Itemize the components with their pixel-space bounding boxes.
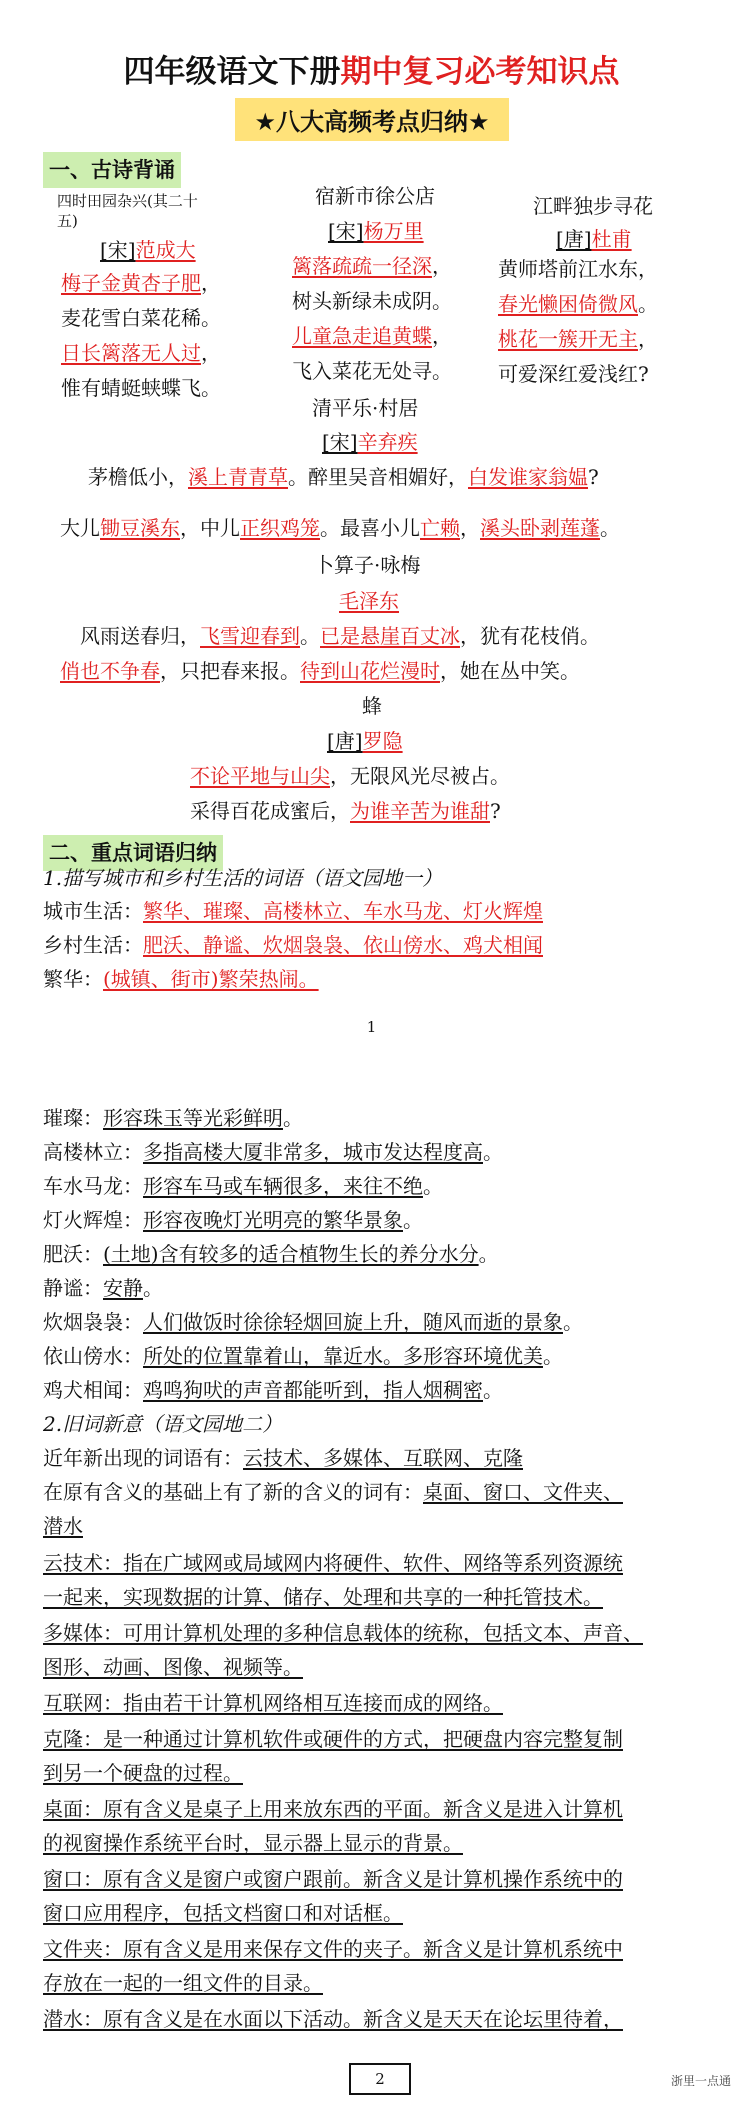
poem1-title: 四时田园杂兴(其二十 <box>57 192 198 210</box>
poem1-line4: 惟有蜻蜓蛱蝶飞。 <box>61 376 221 400</box>
poem2-line4: 飞入菜花无处寻。 <box>292 359 452 383</box>
page-number-1: 1 <box>366 1018 377 1036</box>
new-meaning-line-cont: 潜水 <box>43 1514 83 1538</box>
poem1-author: 范成大 <box>135 238 196 262</box>
subheading-1: 1.描写城市和乡村生活的词语（语文园地一） <box>43 866 443 890</box>
page-number-2: 2 <box>349 2063 411 2095</box>
poem1-title-cont: 五) <box>57 212 78 230</box>
def-jiquanxiangwen: 鸡犬相闻：鸡鸣狗吠的声音都能听到，指人烟稠密。 <box>43 1378 503 1402</box>
def-yishanbangshui: 依山傍水：所处的位置靠着山，靠近水。多形容环境优美。 <box>43 1344 563 1368</box>
media-def-line1: 多媒体：可用计算机处理的多种信息载体的统称，包括文本、声音、 <box>43 1621 643 1645</box>
new-words-line: 近年新出现的词语有：云技术、多媒体、互联网、克隆 <box>43 1446 523 1470</box>
clone-def-line1: 克隆：是一种通过计算机软件或硬件的方式，把硬盘内容完整复制 <box>43 1727 623 1751</box>
cloud-def-line2: 一起来，实现数据的计算、储存、处理和共享的一种托管技术。 <box>43 1585 603 1609</box>
internet-def: 互联网：指由若干计算机网络相互连接而成的网络。 <box>43 1691 503 1715</box>
poem2-title: 宿新市徐公店 <box>315 184 435 208</box>
cloud-def-line1: 云技术：指在广域网或局域网内将硬件、软件、网络等系列资源统 <box>43 1551 623 1575</box>
poem1-dynasty: [宋] <box>100 238 136 262</box>
title-part2: 期中复习必考知识点 <box>340 54 620 90</box>
def-gaoloulinli: 高楼林立：多指高楼大厦非常多，城市发达程度高。 <box>43 1140 503 1164</box>
poem6-byline: [唐]罗隐 <box>327 729 403 753</box>
title-part1: 四年级语文下册 <box>123 54 341 90</box>
def-chuiyanniaoniao: 炊烟袅袅：人们做饭时徐徐轻烟回旋上升，随风而逝的景象。 <box>43 1310 583 1334</box>
def-denghuohuihuang: 灯火辉煌：形容夜晚灯光明亮的繁华景象。 <box>43 1208 423 1232</box>
desktop-def-line1: 桌面：原有含义是桌子上用来放东西的平面。新含义是进入计算机 <box>43 1797 623 1821</box>
def-feiwo: 肥沃：(土地)含有较多的适合植物生长的养分水分。 <box>43 1242 499 1266</box>
poem5-title: 卜算子·咏梅 <box>314 553 421 577</box>
banner: ★八大高频考点归纳★ <box>235 98 509 141</box>
poem6-title: 蜂 <box>362 694 382 718</box>
poem3-line3: 桃花一簇开无主， <box>498 327 658 351</box>
poem3-line4: 可爱深红爱浅红? <box>498 362 649 386</box>
poem2-byline: [宋]杨万里 <box>328 219 424 243</box>
media-def-line2: 图形、动画、图像、视频等。 <box>43 1655 303 1679</box>
poem5-line2: 俏也不争春，只把春来报。待到山花烂漫时，她在丛中笑。 <box>60 659 580 683</box>
village-words-line: 乡村生活：肥沃、静谧、炊烟袅袅、依山傍水、鸡犬相闻 <box>43 933 543 957</box>
poem4-title: 清平乐·村居 <box>312 396 419 420</box>
poem3-line2: 春光懒困倚微风。 <box>498 292 658 316</box>
section-heading-2: 二、重点词语归纳 <box>43 835 223 871</box>
clone-def-line2: 到另一个硬盘的过程。 <box>43 1761 243 1785</box>
poem1-line2: 麦花雪白菜花稀。 <box>61 306 221 330</box>
poem6-line1: 不论平地与山尖，无限风光尽被占。 <box>190 764 510 788</box>
watermark: 浙里一点通 <box>671 2074 732 2088</box>
poem1-line3: 日长篱落无人过， <box>61 341 221 365</box>
folder-def-line2: 存放在一起的一组文件的目录。 <box>43 1971 323 1995</box>
poem3-line1: 黄师塔前江水东， <box>498 257 658 281</box>
poem4-line1: 茅檐低小，溪上青青草。醉里吴音相媚好，白发谁家翁媪? <box>88 465 599 489</box>
poem2-line2: 树头新绿未成阴。 <box>292 289 452 313</box>
def-jingmi: 静谧：安静。 <box>43 1276 163 1300</box>
poem4-byline: [宋]辛弃疾 <box>322 430 418 454</box>
poem1-byline <box>100 234 196 263</box>
section-heading-1: 一、古诗背诵 <box>43 152 181 188</box>
poem6-line2: 采得百花成蜜后，为谁辛苦为谁甜? <box>190 799 501 823</box>
page-title <box>0 46 743 91</box>
poem5-author: 毛泽东 <box>339 589 399 613</box>
poem1-line1: 梅子金黄杏子肥， <box>61 271 221 295</box>
poem3-byline: [唐]杜甫 <box>556 227 632 251</box>
poem2-line1: 篱落疏疏一径深， <box>292 254 452 278</box>
poem5-line1: 风雨送春归，飞雪迎春到。已是悬崖百丈冰，犹有花枝俏。 <box>80 624 600 648</box>
window-def-line2: 窗口应用程序，包括文档窗口和对话框。 <box>43 1901 403 1925</box>
poem4-line2: 大儿锄豆溪东，中儿正织鸡笼。最喜小儿亡赖，溪头卧剥莲蓬。 <box>60 516 620 540</box>
def-cheshuimalong: 车水马龙：形容车马或车辆很多，来往不绝。 <box>43 1174 443 1198</box>
poem2-line3: 儿童急走追黄蝶， <box>292 324 452 348</box>
def-cuican: 璀璨：形容珠玉等光彩鲜明。 <box>43 1106 303 1130</box>
fanhua-line: 繁华：(城镇、街市)繁荣热闹。 <box>43 967 319 991</box>
dive-def-line1: 潜水：原有含义是在水面以下活动。新含义是天天在论坛里待着， <box>43 2007 623 2031</box>
desktop-def-line2: 的视窗操作系统平台时，显示器上显示的背景。 <box>43 1831 463 1855</box>
subheading-2: 2.旧词新意（语文园地二） <box>43 1412 283 1436</box>
city-words-line: 城市生活：繁华、璀璨、高楼林立、车水马龙、灯火辉煌 <box>43 899 543 923</box>
poem3-title: 江畔独步寻花 <box>533 194 653 218</box>
window-def-line1: 窗口：原有含义是窗户或窗户跟前。新含义是计算机操作系统中的 <box>43 1867 623 1891</box>
folder-def-line1: 文件夹：原有含义是用来保存文件的夹子。新含义是计算机系统中 <box>43 1937 623 1961</box>
new-meaning-line: 在原有含义的基础上有了新的含义的词有：桌面、窗口、文件夹、 <box>43 1480 623 1504</box>
